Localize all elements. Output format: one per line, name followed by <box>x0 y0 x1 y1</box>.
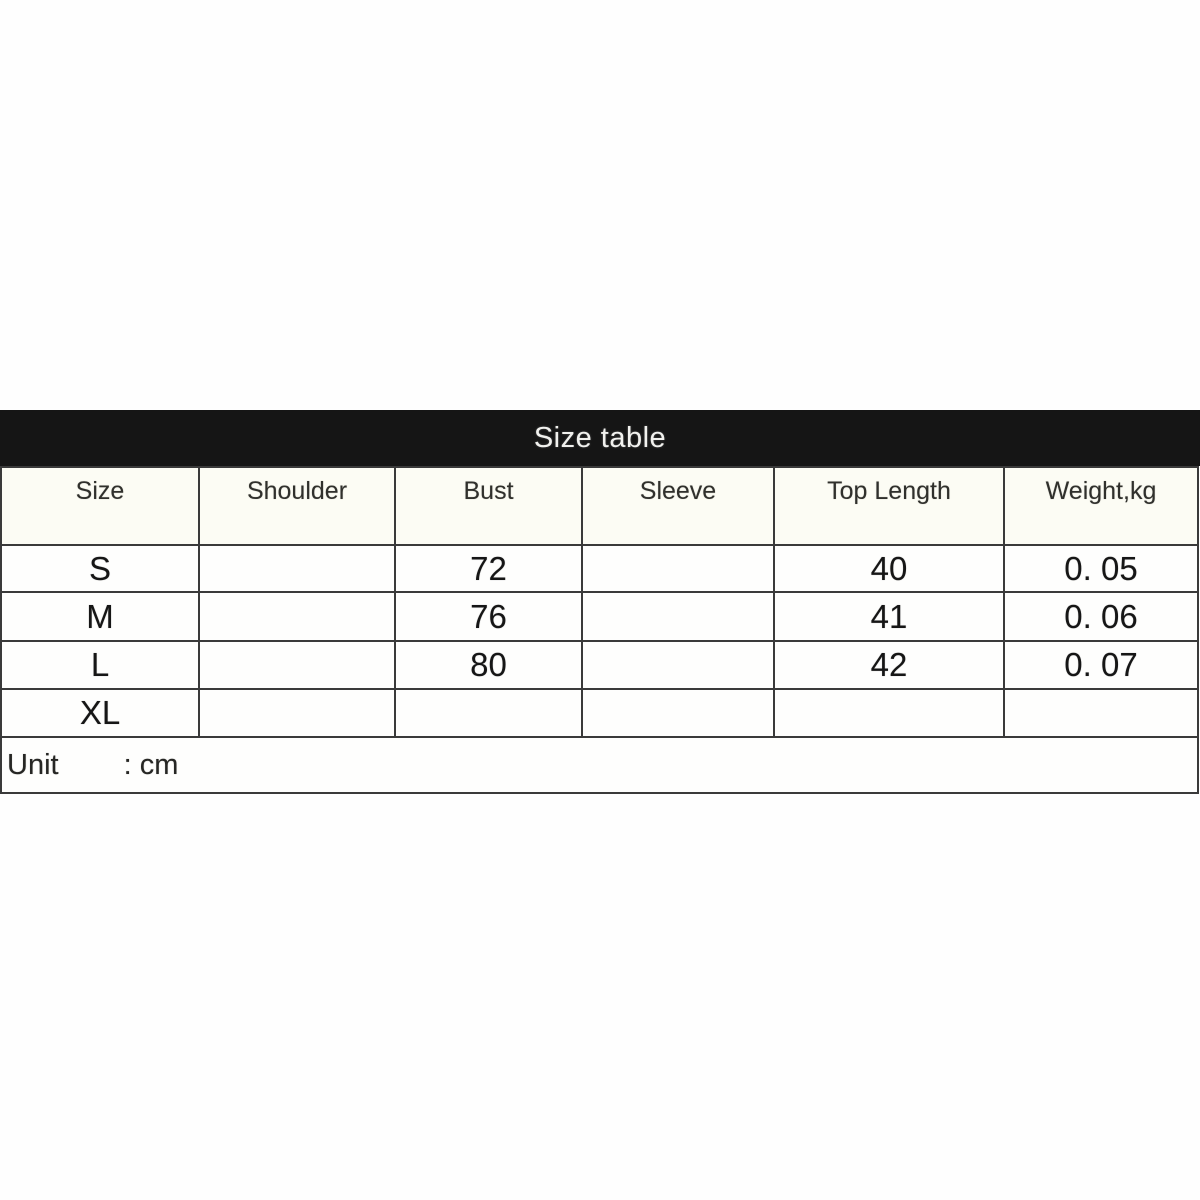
column-header-size: Size <box>1 467 199 545</box>
cell-weight-m: 0. 06 <box>1004 592 1198 641</box>
cell-sleeve-m <box>582 592 774 641</box>
header-row <box>1 467 1198 545</box>
unit-value: : cm <box>123 748 179 781</box>
cell-shoulder-xl <box>199 689 395 737</box>
column-header-weight: Weight,kg <box>1004 467 1198 545</box>
cell-size-s: S <box>1 545 199 592</box>
size-table-title-bar <box>0 410 1200 466</box>
cell-bust-m: 76 <box>395 592 582 641</box>
column-header-top-length: Top Length <box>774 467 1004 545</box>
cell-top-length-xl <box>774 689 1004 737</box>
unit-label: Unit <box>7 748 59 781</box>
cell-top-length-l: 42 <box>774 641 1004 689</box>
column-header-sleeve: Sleeve <box>582 467 774 545</box>
table-footer-row <box>1 737 1198 793</box>
cell-top-length-s: 40 <box>774 545 1004 592</box>
cell-sleeve-xl <box>582 689 774 737</box>
table-row-m <box>1 592 1198 641</box>
cell-top-length-m: 41 <box>774 592 1004 641</box>
cell-shoulder-s <box>199 545 395 592</box>
cell-size-l: L <box>1 641 199 689</box>
cell-bust-s: 72 <box>395 545 582 592</box>
cell-size-xl: XL <box>1 689 199 737</box>
column-header-bust: Bust <box>395 467 582 545</box>
cell-shoulder-m <box>199 592 395 641</box>
cell-sleeve-s <box>582 545 774 592</box>
cell-size-m: M <box>1 592 199 641</box>
cell-shoulder-l <box>199 641 395 689</box>
cell-sleeve-l <box>582 641 774 689</box>
cell-weight-s: 0. 05 <box>1004 545 1198 592</box>
cell-bust-l: 80 <box>395 641 582 689</box>
cell-weight-l: 0. 07 <box>1004 641 1198 689</box>
size-table <box>0 410 1197 794</box>
cell-weight-xl <box>1004 689 1198 737</box>
table-row-l <box>1 641 1198 689</box>
size-table-title: Size table <box>533 421 667 454</box>
table-row-xl <box>1 689 1198 737</box>
cell-bust-xl <box>395 689 582 737</box>
size-table-grid <box>0 466 1199 794</box>
unit-cell <box>1 737 1198 793</box>
table-row-s <box>1 545 1198 592</box>
column-header-shoulder: Shoulder <box>199 467 395 545</box>
